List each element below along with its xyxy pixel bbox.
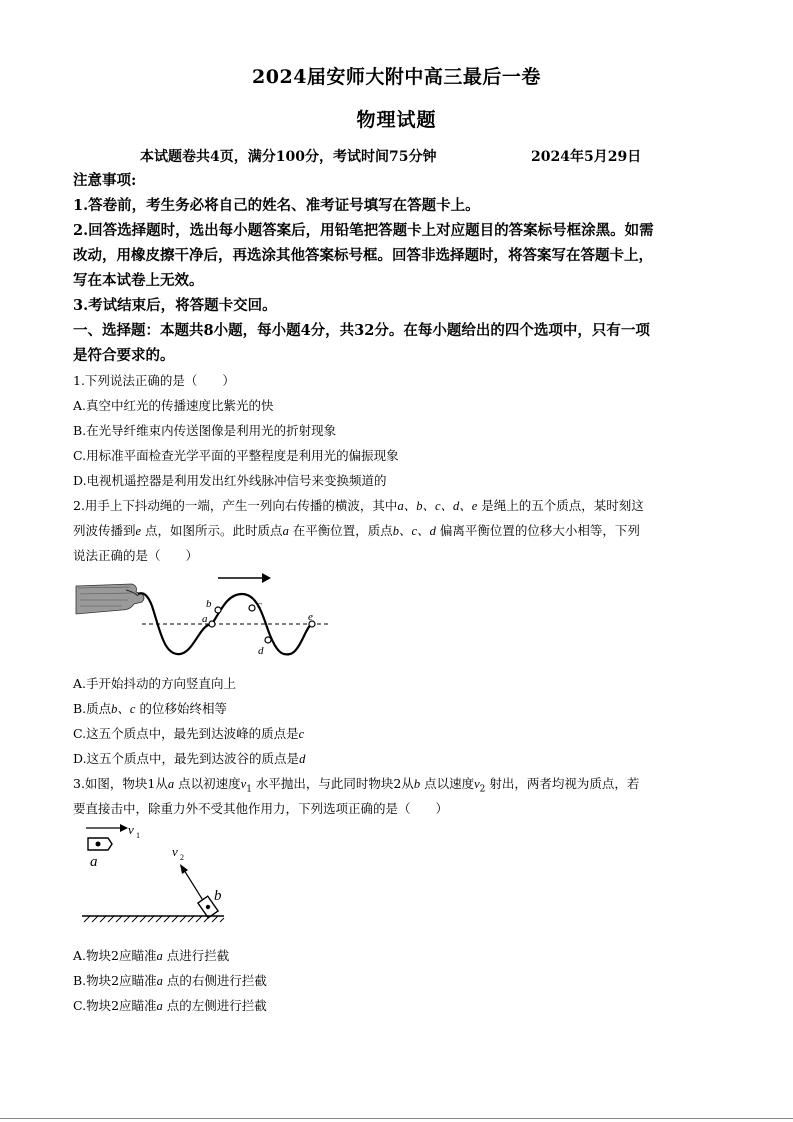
q3-var: b bbox=[413, 777, 421, 791]
q2-var: c bbox=[298, 727, 305, 741]
section-1-line-1: 一、选择题：本题共8小题，每小题4分，共32分。在每小题给出的四个选项中，只有一项 bbox=[73, 322, 650, 339]
q3-text: B.物块2应瞄准 bbox=[73, 973, 157, 988]
q2-option-a: A.手开始抖动的方向竖直向上 bbox=[73, 676, 237, 691]
block-a bbox=[88, 838, 112, 850]
q3-text: C.物块2应瞄准 bbox=[73, 998, 157, 1013]
q3-text: 射出，两者均视为质点，若 bbox=[485, 776, 640, 791]
ground bbox=[82, 916, 224, 922]
q3-text: 3.如图，物块1从 bbox=[73, 776, 168, 791]
point-d bbox=[265, 637, 271, 643]
q1-option-c: C.用标准平面检查光学平面的平整程度是利用光的偏振现象 bbox=[73, 448, 399, 463]
label-v1: v bbox=[128, 822, 134, 837]
label-v2-sub: 2 bbox=[180, 853, 184, 862]
q3-var: a bbox=[156, 949, 163, 963]
label-a: a bbox=[202, 613, 208, 625]
q3-option-a bbox=[73, 947, 229, 965]
notice-item-2-line-2: 改动，用橡皮擦干净后，再选涂其他答案标号框。回答非选择题时，将答案写在答题卡上， bbox=[73, 247, 653, 264]
propagation-arrow bbox=[218, 573, 271, 583]
notice-item-2-line-3: 写在本试卷上无效。 bbox=[73, 272, 204, 289]
q2-option-b bbox=[73, 700, 227, 718]
q3-var: a bbox=[167, 777, 175, 791]
q2-var: b、c、d bbox=[392, 524, 436, 538]
section-1-line-2: 是符合要求的。 bbox=[73, 347, 175, 364]
q2-text: 的位移始终相等 bbox=[135, 701, 227, 716]
q2-text: 在平衡位置，质点 bbox=[288, 523, 393, 538]
q1-option-d: D.电视机遥控器是利用发出红外线脉冲信号来变换频道的 bbox=[73, 473, 387, 488]
q3-text: 点的右侧进行拦截 bbox=[162, 973, 267, 988]
label-a: a bbox=[90, 854, 98, 870]
label-b: b bbox=[214, 888, 222, 904]
page-bottom-rule bbox=[0, 1118, 793, 1119]
q3-option-b bbox=[73, 972, 267, 990]
label-v2: v bbox=[172, 844, 178, 859]
exam-info-text: 本试题卷共4页，满分100分，考试时间75分钟 bbox=[140, 149, 437, 165]
q2-text: D.这五个质点中，最先到达波谷的质点是 bbox=[73, 751, 300, 766]
label-b: b bbox=[206, 598, 212, 610]
exam-subject: 物理试题 bbox=[356, 109, 437, 131]
exam-title: 2024届安师大附中高三最后一卷 bbox=[252, 66, 541, 88]
q2-text: 点，如图所示。此时质点 bbox=[141, 523, 283, 538]
notice-item-1: 1.答卷前，考生务必将自己的姓名、准考证号填写在答题卡上。 bbox=[73, 197, 480, 214]
hand-illustration bbox=[76, 584, 144, 614]
q3-sub: 2 bbox=[479, 784, 486, 795]
q3-var: a bbox=[156, 999, 163, 1013]
q1-stem: 1.下列说法正确的是（ ） bbox=[73, 373, 235, 388]
exam-info bbox=[140, 146, 642, 166]
q2-text: 列波传播到 bbox=[73, 523, 136, 538]
q3-projectile-figure bbox=[78, 820, 228, 926]
q2-wave-figure bbox=[72, 570, 334, 662]
q3-var: v bbox=[240, 777, 247, 791]
q2-var: a bbox=[282, 524, 289, 538]
q3-text: 点以初速度 bbox=[174, 776, 241, 791]
q1-option-b: B.在光导纤维束内传送图像是利用光的折射现象 bbox=[73, 423, 337, 438]
q1-option-a: A.真空中红光的传播速度比紫光的快 bbox=[73, 398, 274, 413]
q3-var: v bbox=[474, 777, 480, 791]
label-e: e bbox=[308, 611, 313, 623]
label-v1-sub: 1 bbox=[136, 831, 140, 840]
v2-arrow bbox=[180, 864, 204, 902]
q3-option-c bbox=[73, 997, 267, 1015]
q3-text: 水平抛出，与此同时物块2从 bbox=[251, 776, 414, 791]
q3-var: a bbox=[156, 974, 163, 988]
notice-heading: 注意事项: bbox=[73, 172, 137, 189]
q3-sub: 1 bbox=[246, 784, 252, 795]
q3-stem-line-2: 要直接击中，除重力外不受其他作用力，下列选项正确的是（ ） bbox=[73, 801, 449, 816]
q2-text: 偏离平衡位置的位移大小相等，下列 bbox=[435, 523, 640, 538]
q2-text: 是绳上的五个质点，某时刻这 bbox=[477, 498, 644, 513]
exam-date: 2024年5月29日 bbox=[531, 149, 642, 165]
label-c: c bbox=[257, 599, 262, 611]
q2-var: e bbox=[135, 524, 142, 538]
q2-text: C.这五个质点中，最先到达波峰的质点是 bbox=[73, 726, 299, 741]
notice-item-2-line-1: 2.回答选择题时，选出每小题答案后，用铅笔把答题卡上对应题目的答案标号框涂黑。如需 bbox=[73, 222, 654, 239]
point-c bbox=[249, 605, 255, 611]
q2-option-d bbox=[73, 750, 305, 768]
q3-text: 点进行拦截 bbox=[162, 948, 230, 963]
v1-arrow bbox=[86, 824, 128, 832]
q2-text: B.质点 bbox=[73, 701, 112, 716]
q3-text: 点以速度 bbox=[420, 776, 475, 791]
q3-stem-line-1 bbox=[73, 775, 639, 799]
q2-stem-line-1 bbox=[73, 497, 644, 515]
point-a bbox=[209, 621, 215, 627]
label-d: d bbox=[258, 645, 264, 657]
notice-item-3: 3.考试结束后，将答题卡交回。 bbox=[73, 297, 277, 314]
q2-var: a、b、c、d、e bbox=[397, 499, 478, 513]
q2-var: d bbox=[299, 752, 306, 766]
q2-stem-line-3: 说法正确的是（ ） bbox=[73, 548, 199, 563]
point-b bbox=[215, 607, 221, 613]
q2-text: 2.用手上下抖动绳的一端，产生一列向右传播的横波，其中 bbox=[73, 498, 398, 513]
q2-stem-line-2 bbox=[73, 522, 640, 540]
q2-var: b、c bbox=[111, 702, 136, 716]
q3-text: A.物块2应瞄准 bbox=[73, 948, 157, 963]
q3-text: 点的左侧进行拦截 bbox=[162, 998, 267, 1013]
q2-option-c bbox=[73, 725, 304, 743]
